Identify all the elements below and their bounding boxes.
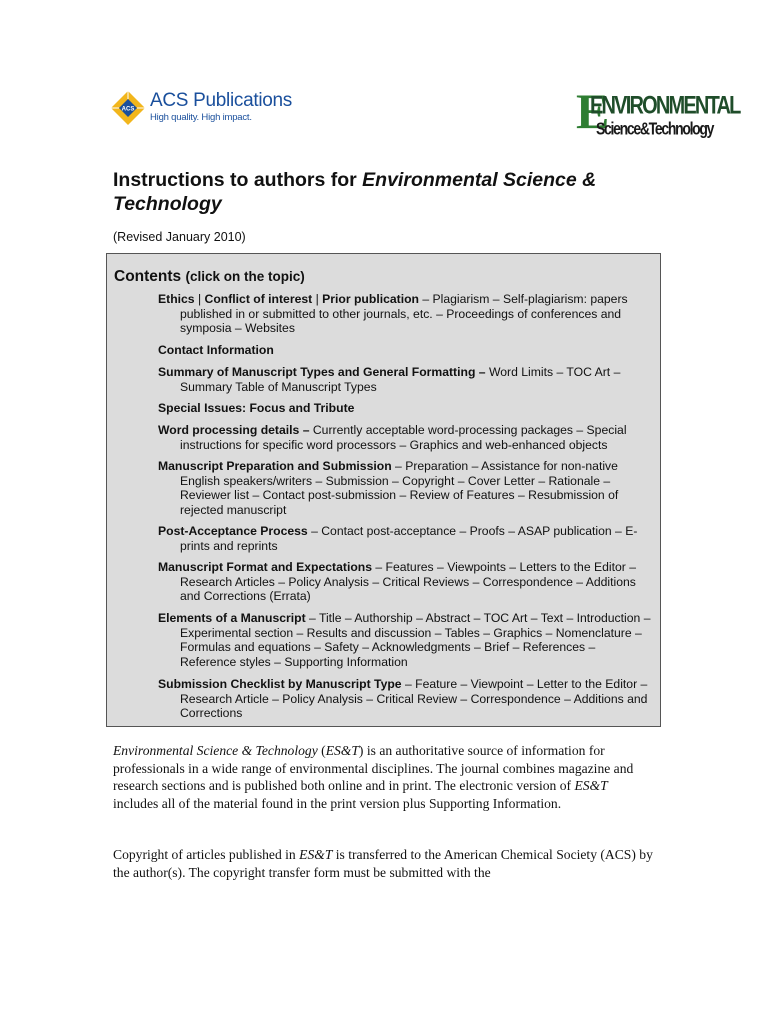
- contents-entry-special-issues: [158, 401, 652, 416]
- link-ethics[interactable]: Ethics: [158, 292, 195, 306]
- journal-abbr: ES&T: [574, 778, 608, 794]
- journal-name: Environmental Science & Technology: [113, 743, 318, 758]
- contents-box: [106, 253, 661, 727]
- contents-heading: [114, 268, 305, 286]
- contents-entry-checklist: [158, 677, 652, 721]
- separator: |: [312, 292, 323, 306]
- link-special-issues[interactable]: Special Issues: Focus and Tribute: [158, 401, 355, 415]
- link-summary-manuscript-types[interactable]: Summary of Manuscript Types and General Formatting –: [158, 365, 486, 379]
- est-logo-line2: Science&Technology: [596, 118, 714, 138]
- link-prior-publication[interactable]: Prior publication: [322, 292, 419, 306]
- intro-paragraph: [113, 742, 653, 812]
- entry-subtopics[interactable]: – Contact post-acceptance – Proofs – ASAP publication – E-prints and reprints: [180, 524, 638, 553]
- copyright-text-end: is transferred to the American Chemical Society (ACS) by the author(s). The copyright transfer form must be submitted with the: [113, 847, 653, 880]
- contents-entry-preparation: [158, 459, 652, 517]
- link-contact-information[interactable]: Contact Information: [158, 343, 274, 357]
- entry-subtopics[interactable]: – Title – Authorship – Abstract – TOC Art – Text – Introduction – Experimental section – Results and discussion – Tables – Graphics – Nomenclature – Formulas and equations – Safety – Acknowledgments – Brief – References – Reference styles – Supporting Information: [180, 611, 651, 669]
- entry-subtopics[interactable]: – Features – Viewpoints – Letters to the Editor – Research Articles – Policy Analysis – Critical Reviews – Correspondence – Additions and Corrections (Errata): [180, 560, 636, 604]
- link-conflict-of-interest[interactable]: Conflict of interest: [204, 292, 313, 306]
- contents-entry-ethics: [158, 292, 652, 336]
- acs-publications-logo: [110, 88, 300, 128]
- entry-subtopics[interactable]: – Feature – Viewpoint – Letter to the Editor – Research Article – Policy Analysis – Critical Review – Correspondence – Additions and Corrections: [180, 677, 648, 721]
- copyright-paragraph: [113, 846, 653, 881]
- est-logo-line1: ENVIRONMENTAL: [590, 92, 740, 120]
- contents-subtitle: (click on the topic): [185, 269, 305, 284]
- copyright-text: Copyright of articles published in: [113, 847, 300, 862]
- contents-entry-summary: [158, 365, 652, 394]
- intro-text-end: includes all of the material found in the print version plus Supporting Information.: [113, 795, 562, 811]
- separator: |: [194, 292, 205, 306]
- journal-abbr: ES&T: [299, 847, 333, 862]
- link-post-acceptance[interactable]: Post-Acceptance Process: [158, 524, 308, 538]
- intro-text: ) is an authoritative source of information for professionals in a wide range of environmental disciplines. The journal combines magazine and research sections and is published both online and in print. The electronic version of: [113, 743, 634, 794]
- contents-entry-format: [158, 560, 652, 604]
- revision-date: (Revised January 2010): [113, 230, 246, 244]
- entry-subtopics[interactable]: – Plagiarism – Self-plagiarism: papers published in or submitted to other journals, etc. – Proceedings of conferences and symposia – Websites: [180, 292, 628, 336]
- est-journal-logo: [576, 83, 740, 140]
- contents-title: Contents: [114, 268, 182, 285]
- contents-entry-post-acceptance: [158, 524, 652, 553]
- est-logo-e: E: [576, 83, 610, 139]
- entry-subtopics[interactable]: – Preparation – Assistance for non-native English speakers/writers – Submission – Copyright – Cover Letter – Rationale – Reviewer list – Contact post-submission – Review of Features – Resubmission of rejected manuscript: [180, 459, 619, 517]
- title-prefix: Instructions to authors for: [113, 169, 363, 191]
- link-word-processing[interactable]: Word processing details –: [158, 423, 310, 437]
- link-elements-of-manuscript[interactable]: Elements of a Manuscript: [158, 611, 306, 625]
- contents-entry-elements: [158, 611, 652, 669]
- paren-open: (: [317, 743, 326, 758]
- link-manuscript-format[interactable]: Manuscript Format and Expectations: [158, 560, 372, 574]
- page-title: [113, 168, 673, 216]
- acs-diamond-icon: [110, 90, 146, 126]
- acs-mark-text: ACS: [121, 106, 135, 113]
- acs-tagline: High quality. High impact.: [150, 112, 252, 123]
- link-manuscript-preparation[interactable]: Manuscript Preparation and Submission: [158, 459, 392, 473]
- title-journal: Environmental Science & Technology: [113, 169, 597, 215]
- contents-entry-word-processing: [158, 423, 652, 452]
- link-submission-checklist[interactable]: Submission Checklist by Manuscript Type: [158, 677, 402, 691]
- contents-entry-contact: [158, 343, 652, 358]
- journal-abbr: ES&T: [325, 743, 359, 758]
- entry-subtopics[interactable]: Word Limits – TOC Art – Summary Table of Manuscript Types: [180, 365, 621, 394]
- acs-brand-name: ACS Publications: [150, 90, 292, 111]
- entry-subtopics[interactable]: Currently acceptable word-processing packages – Special instructions for specific word processors – Graphics and web-enhanced objects: [180, 423, 627, 452]
